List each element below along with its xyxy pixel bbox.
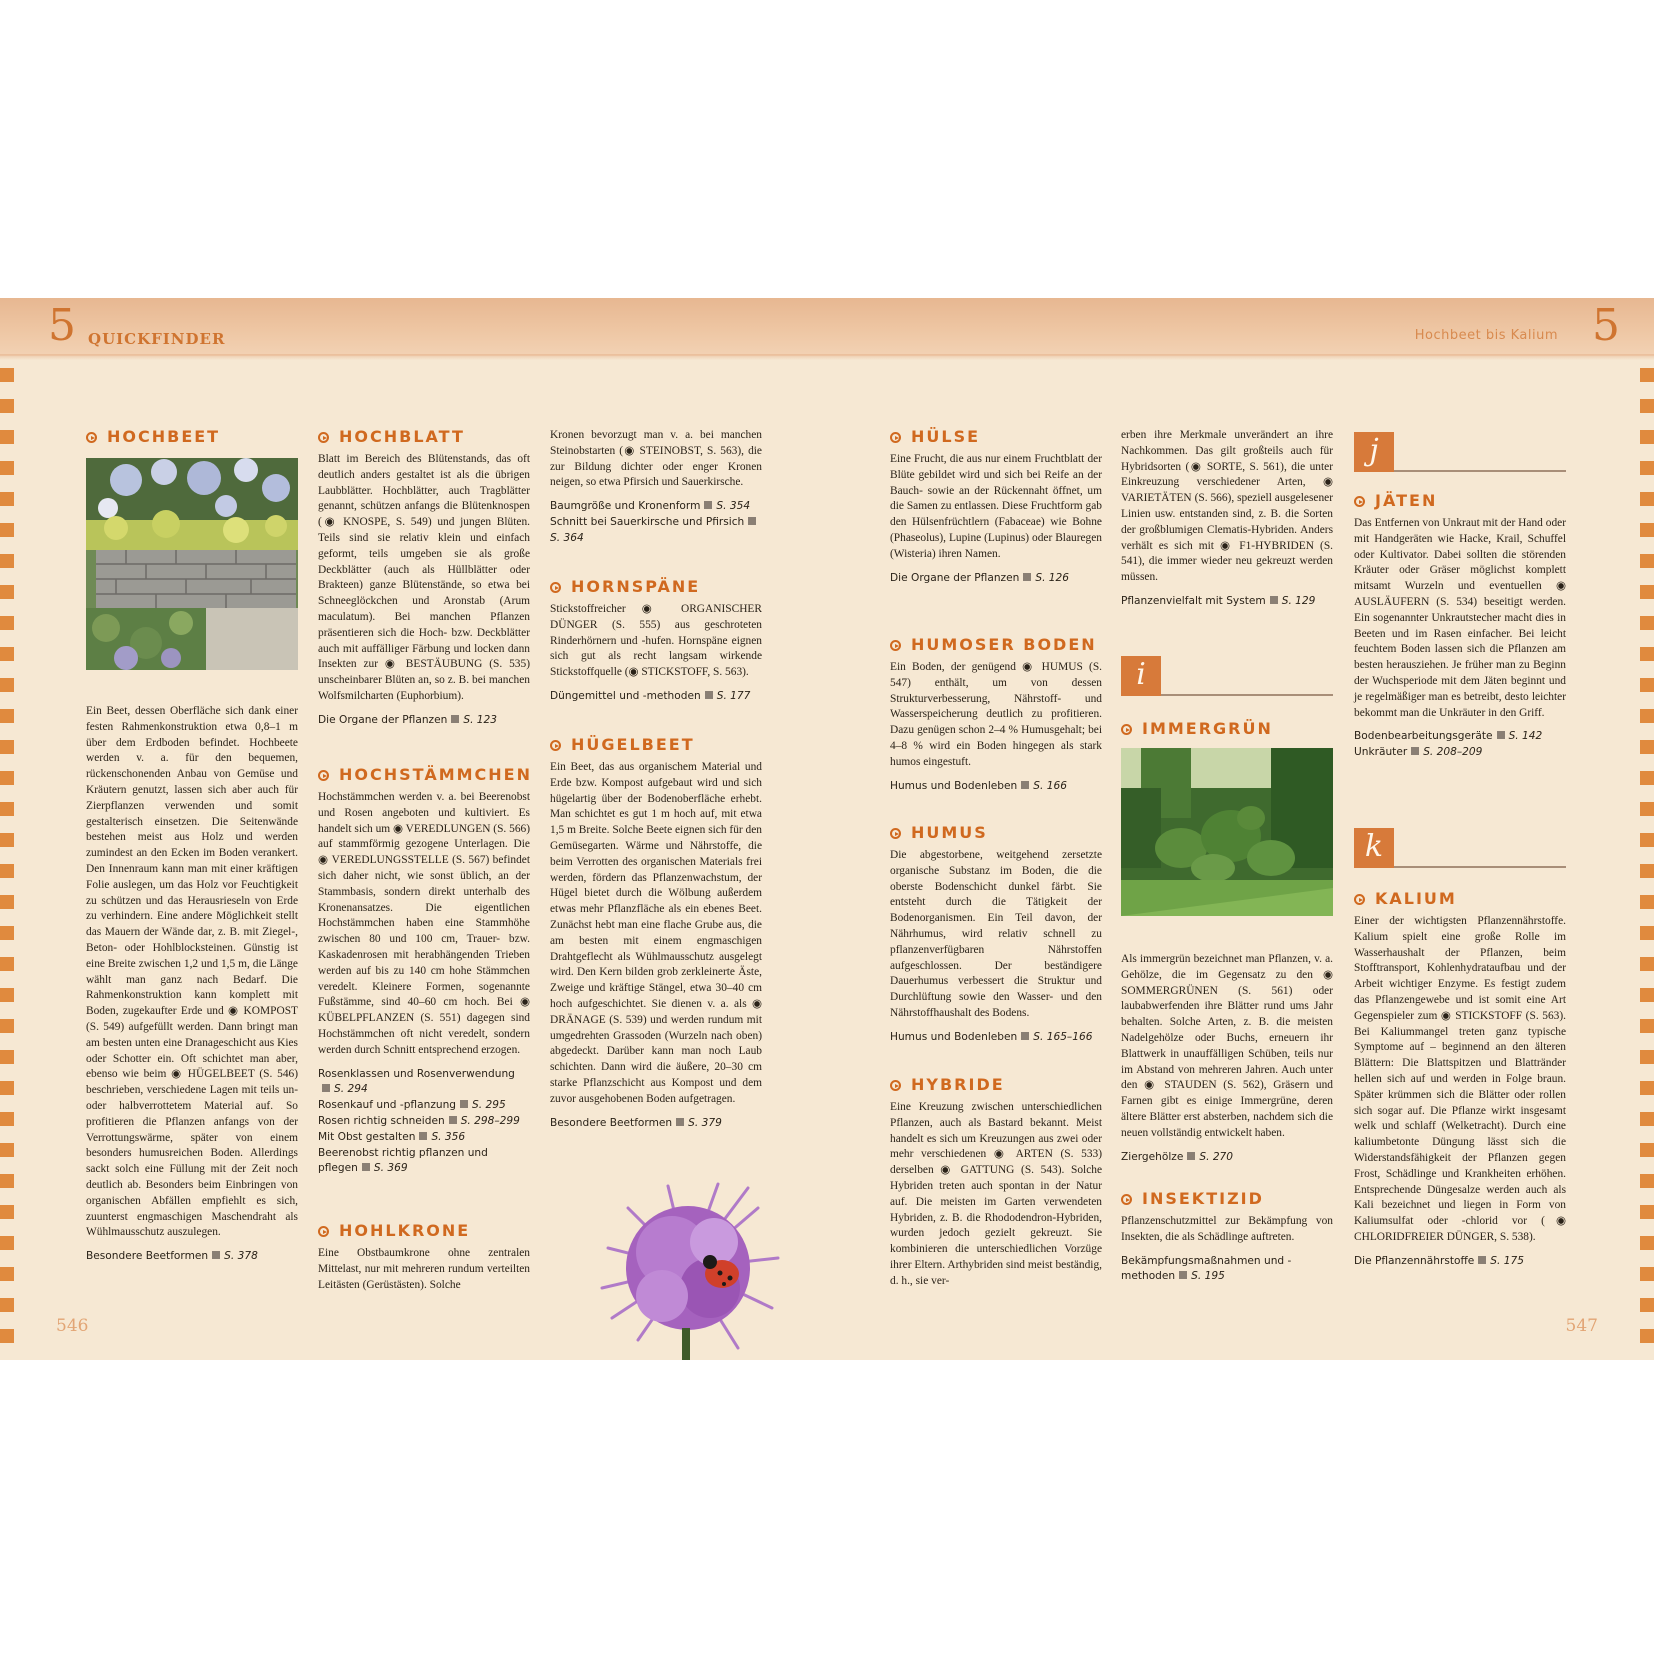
chapter-number-left: 5 [48,300,76,351]
reference-link[interactable]: Düngemittel und -methoden S. 177 [550,689,751,702]
entry-heading: HÜLSE [890,426,1102,448]
reference-link[interactable]: Besondere Beetformen S. 379 [550,1116,722,1129]
reference-link[interactable]: Schnitt bei Sauerkirsche und PfirsichS. 364 [550,515,762,547]
reference-link[interactable]: Bekämpfungsmaßnahmen und -methoden S. 195 [1121,1254,1292,1283]
page-number-left: 546 [56,1316,89,1336]
page-ref-icon [212,1251,220,1259]
cross-references [890,1030,1102,1046]
entry-jaeten [1354,490,1566,761]
entry-heading: HOCHBEET [86,426,298,448]
reference-link[interactable]: Humus und Bodenleben S. 166 [890,779,1067,792]
page-ref-icon [676,1118,684,1126]
page-ref-icon [1023,573,1031,581]
cross-references [86,1249,298,1265]
raised-bed-image [86,458,298,670]
page-ref-icon [1497,731,1505,739]
entry-hochblatt [318,426,530,729]
entry-heading: INSEKTIZID [1121,1188,1333,1210]
arrow-circle-icon [86,432,97,443]
entry-heading: HYBRIDE [890,1074,1102,1096]
entry-humoser-boden [890,634,1102,794]
entry-text: Als immergrün bezeichnet man Pflanzen, v. a. Gehölze, die im Gegensatz zu den ◉ SOMMERGRÜNEN (S. 561) oder laubabwerfenden ihre Blätter rund ums Jahr behalten. Solche Arten, z. B. die meisten Nadelgehölze oder Buchs, erneuern ihr Blattwerk in unauffälligen Schüben, teils nur im Abstand von mehreren Jahren. Auch unter den ◉ STAUDEN (S. 562), Gräsern und Farnen gibt es einige Immergrüne, deren ältere Blätter erst absterben, nachdem sich die neuen vollständig entwickelt haben. [1121,953,1333,1139]
reference-link[interactable]: Humus und Bodenleben S. 165–166 [890,1030,1093,1043]
entry-hohlkrone [318,1220,530,1293]
cross-references [1354,1254,1566,1270]
cross-references [890,779,1102,795]
cross-references [550,499,762,546]
arrow-circle-icon [890,1080,901,1091]
page-ref-icon [419,1132,427,1140]
entry-text: Die abgestorbene, weitgehend zersetzte organische Substanz im Boden, die die oberste Bodenschicht dunkel färbt. Sie entsteht durch die Tätigkeit der Bodenorganismen. Ein Teil davon, der Nährhumus, wird relativ schnell zu pflanzenverfügbaren Nährstoffen aufgeschlossen. Der beständigere Dauerhumus verbessert die Struktur und Durchlüftung sowie den Wasser- und den Nährstoffhaushalt des Bodens. [890,849,1102,1019]
arrow-circle-icon [318,1226,329,1237]
entry-heading: HOCHSTÄMMCHEN [318,764,530,786]
page-ref-icon [362,1163,370,1171]
letter-marker-j [1354,432,1566,472]
entry-insektizid [1121,1188,1333,1285]
arrow-circle-icon [1354,894,1365,905]
entry-heading: HÜGELBEET [550,734,762,756]
arrow-circle-icon [890,640,901,651]
entry-immergruen [1121,718,1333,1165]
entry-text: Stickstoffreicher ◉ ORGANISCHER DÜNGER (S. 555) aus geschroteten Rinderhörnern und -hufen. Hornspäne eignen sich gut als recht langsam wirkende Stickstoffquelle (◉ STICKSTOFF, S. 563). [550,603,762,679]
entry-text: Blatt im Bereich des Blütenstands, das oft deutlich anders gestaltet ist als die übrigen Laubblätter. Hochblätter, auch Tragblätter genannt, schützen anfangs die Blütenknospen (◉ KNOSPE, S. 549) und jungen Blüten. Teils sind sie relativ klein und einfach geformt, teils umgeben sie als große Deckblätter (auch als Hüllblätter oder Brakteen) ganze Blütenstände, so etwa bei Schneeglöckchen und Aronstab (Arum maculatum). Bei manchen Pflanzen präsentieren sich die Hoch- bzw. Deckblätter auch mit auffälliger Färbung und locken dann Insekten zur ◉ BESTÄUBUNG (S. 535) unscheinbarer Blüten an, so z. B. bei manchen Wolfsmilcharten (Euphorbium). [318,453,530,702]
chapter-subtitle: Hochbeet bis Kalium [1414,328,1558,343]
arrow-circle-icon [890,828,901,839]
entry-text: Ein Beet, das aus organischem Material und Erde bzw. Kompost aufgebaut wird und sich hügelartig über der Bodenoberfläche erhebt. Man schichtet es gut 1 m hoch auf, mit etwa 1,5 m Breite. Solche Beete eignen sich für den Gemüsegarten. Wärme und Nährstoffe, die beim Verrotten des organischen Materials frei werden, fördern das Pflanzenwachstum, der Hügel bietet durch die Wölbung außerdem etwas mehr Pflanzfläche als ein ebenes Beet. Zunächst hebt man eine flache Grube aus, die am besten mit einem engmaschigen Drahtgeflecht als Wühlmausschutz ausgelegt wird. Den Kern bilden grob zerkleinerte Äste, Zweige und kräftige Stängel, etwa 30–40 cm hoch aufgeschichtet. Sie dienen v. a. als ◉ DRÄNAGE (S. 539) und werden rundum mit umgedrehten Grassoden (Wurzeln nach oben) abgedeckt. Darüber kann man noch Laub schichten. Dann wird die äußere, 20–30 cm starke Pflanzschicht aus Kompost und dem zuvor ausgehobenen Boden aufgetragen. [550,761,762,1105]
entry-heading: HUMOSER BODEN [890,634,1102,656]
entry-text: Eine Obstbaumkrone ohne zentralen Mittelast, nur mit mehreren rundum verteilten Leitästen (Gerüstästen). Solche [318,1247,530,1291]
letter-rule [1161,694,1333,696]
entry-text: Das Entfernen von Unkraut mit der Hand oder mit Handgeräten wie Hacke, Krail, Schuffel oder Kultivator. Dabei sollten die störenden Kräuter oder Gräser möglichst komplett mitsamt Wurzeln und eventuellen ◉ AUSLÄUFERN (S. 534) beseitigt werden. Ein sogenannter Unkrautstecher macht dies in Beeten und im Rasen einfacher. Bei leicht feuchtem Boden lassen sich die Pflanzen am besten herausziehen. Je früher man zu Beginn der Wuchsperiode mit dem Jäten beginnt und je regelmäßiger man es betreibt, desto leichter bekommt man die Unkräuter in den Griff. [1354,517,1566,719]
entry-text: Ein Boden, der genügend ◉ HUMUS (S. 547) enthält, um von dessen Strukturverbesserung, Nährstoff- und Wasserspeicherung deutlich zu profitieren. Dazu genügen schon 2–4 % Humusgehalt; bei 4–8 % wird ein Boden hingegen als stark humos eingestuft. [890,661,1102,768]
raised-bed-photo [86,458,298,670]
page-ref-icon [704,501,712,509]
cross-references [318,1067,530,1178]
chapter-title: QUICKFINDER [88,330,226,348]
topiary-garden-photo [1121,748,1333,916]
entry-text: Pflanzenschutzmittel zur Bekämpfung von Insekten, die als Schädlinge auftreten. [1121,1215,1333,1243]
arrow-circle-icon [1121,724,1132,735]
page-ref-icon [1021,1032,1029,1040]
chapter-number-right: 5 [1592,300,1620,351]
cross-references [890,571,1102,587]
entry-text: Einer der wichtigsten Pflanzennährstoffe. Kalium spielt eine große Rolle im Wasserhaushalt der Pflanzen, beim Stofftransport, Kohlenhydrataufbau und der Arbeit wichtiger Enzyme. Es festigt zudem das Pflanzengewebe und ist somit eine Art Gegenspieler zum ◉ STICKSTOFF (S. 563). Bei Kaliummangel treten ganz typische Symptome auf – beginnend an den älteren Blättern: Die Blattspitzen und Blattränder hellen sich auf und werden in Folge braun. Später krümmen sich die Blätter oder rollen sich sogar auf. Die Pflanze wirkt insgesamt welk und schlaff (Welketracht). Durch eine kaliumbetonte Düngung lässt sich die Widerstandsfähigkeit der Pflanzen gegen Frost, Schädlinge und Krankheiten erhöhen. Entsprechende Düngesalze werden auch als Kali bezeichnet und liegen in Form von Kaliumsulfat oder -chlorid vor (◉ CHLORIDFREIER DÜNGER, S. 538). [1354,915,1566,1243]
chapter-header-band [0,298,1654,356]
reference-link[interactable]: Unkräuter S. 208–209 [1354,746,1483,759]
entry-heading: KALIUM [1354,888,1566,910]
entry-heading: HORNSPÄNE [550,576,762,598]
reference-link[interactable]: Mit Obst gestalten S. 356 [318,1130,466,1143]
entry-text: Eine Kreuzung zwischen unterschiedlichen Pflanzen, auch als Bastard bekannt. Meist handelt es sich um Kreuzungen aus zwei oder mehr verschiedenen ◉ ARTEN (S. 533) derselben ◉ GATTUNG (S. 543). Solche Hybriden treten auch spontan in der Natur auf. Die meisten im Garten verwendeten Hybriden, z. B. die Rhododendron-Hybriden, wurden jedoch gezielt gekreuzt. Sie kombinieren die unterschiedlichen Vorzüge ihrer Eltern. Arthybriden sind meist beständig, d. h., sie ver- [890,1101,1102,1287]
arrow-circle-icon [550,582,561,593]
entry-hybride [890,1074,1102,1290]
entry-text: Ein Beet, dessen Oberfläche sich dank einer festen Rahmenkonstruktion etwa 0,8–1 m über dem Erdboden befindet. Hochbeete werden v. a. für den bequemen, rückenschonenden Anbau von Gemüse und Kräutern genutzt, lassen sich aber auch für Zierpflanzen verwenden und somit gestalterisch einsetzen. Die Seitenwände bestehen meist aus Holz und werden zumindest an den Ecken im Boden verankert. Den Innenraum kann man mit einer kräftigen Folie auslegen, um das Holz vor Feuchtigkeit zu schützen und das Herausrieseln von Erde zu verhindern. Eine andere Möglichkeit stellt das Mauern der Wände dar, z. B. mit Ziegel-, Beton- oder Hohlblocksteinen. Günstig ist eine Breite zwischen 1,2 und 1,5 m, die Länge wählt man ganz nach Bedarf. Die Rahmenkonstruktion kann komplett mit Boden, zugekaufter Erde und ◉ KOMPOST (S. 549) aufgefüllt werden. Dann bringt man am besten unten eine Dranageschicht aus Kies oder Schotter ein. Oft schichtet man aber, ebenso wie beim ◉ HÜGELBEET (S. 546) beschrieben, verschiedene Lagen mit teils un- oder halbverrottetem Material auf. So profitieren die Pflanzen anfangs von der Verrottungswärme, später von einem besonders humusreichen Boden. Allerdings sackt solch eine Füllung mit der Zeit noch deutlich ab. Besonders beim Einbringen von organischen Abfällen empfiehlt es sich, zuunterst engmaschigen Maschendraht als Wühlmausschutz auszulegen. [86,705,298,1239]
topiary-garden-image [1121,748,1333,916]
flower-with-ladybug-image [588,1178,786,1360]
arrow-circle-icon [318,432,329,443]
reference-link[interactable]: Pflanzenvielfalt mit System S. 129 [1121,594,1316,607]
page-ref-icon [1021,781,1029,789]
entry-kalium [1354,888,1566,1270]
entry-huelse [890,426,1102,586]
cross-references [1121,594,1333,610]
cross-references [1121,1254,1333,1286]
entry-hybride-continued [1121,428,1333,610]
arrow-circle-icon [890,432,901,443]
page-ref-icon [1411,747,1419,755]
entry-heading: JÄTEN [1354,490,1566,512]
entry-huegelbeet [550,734,762,1131]
reference-link[interactable]: Ziergehölze S. 270 [1121,1150,1234,1163]
page-ref-icon [1270,596,1278,604]
reference-link[interactable]: Rosenkauf und -pflanzung S. 295 [318,1099,506,1112]
thumb-index-left [0,368,14,1358]
thumb-index-right [1640,368,1654,1358]
page-number-right: 547 [1565,1316,1598,1336]
reference-link[interactable]: Bodenbearbeitungsgeräte S. 142 [1354,730,1543,743]
page-ref-icon [748,517,756,525]
entry-text: Kronen bevorzugt man v. a. bei manchen Steinobstarten (◉ STEINOBST, S. 563), die zur Bildung dichter oder enger Kronen neigen, so etwa Pfirsich und Sauerkirsche. [550,429,762,489]
reference-link[interactable]: Rosenklassen und RosenverwendungS. 294 [318,1067,515,1096]
reference-link[interactable]: Die Organe der Pflanzen S. 126 [890,571,1070,584]
book-spread [0,298,1654,1360]
page-ref-icon [449,1116,457,1124]
letter-rule [1394,470,1566,472]
cross-references [550,1116,762,1132]
cross-references [1354,729,1566,761]
reference-link[interactable]: Die Organe der Pflanzen S. 123 [318,713,498,726]
letter-rule [1394,866,1566,868]
reference-link[interactable]: Beerenobst richtig pflanzen und pflegen S. 369 [318,1146,488,1175]
letter-square: i [1121,656,1161,696]
entry-heading: HOCHBLATT [318,426,530,448]
page-ref-icon [1179,1271,1187,1279]
entry-text: Hochstämmchen werden v. a. bei Beerenobst und Rosen angeboten und kultiviert. Es handelt sich um ◉ VEREDLUNGEN (S. 566) auf stammförmig gezogene Unterlagen. Die ◉ VEREDLUNGSSTELLE (S. 567) befindet sich daher nicht, wie sonst üblich, an der Stammbasis, sondern direkt unterhalb des Kronenansatzes. Die eigentlichen Hochstämmchen haben eine Stammhöhe zwischen 80 und 100 cm, Trauer- bzw. Kaskadenrosen mit herabhängenden Trieben werden auf bis zu 140 cm hohe Stämmchen veredelt. Kleinere Formen, sogenannte Fußstämme, sind 40–60 cm hoch. Bei ◉ KÜBELPFLANZEN (S. 551) dagegen sind Hochstämmchen oft nicht veredelt, sondern werden durch Schnitt entsprechend erzogen. [318,791,530,1056]
reference-link[interactable]: Rosen richtig schneiden S. 298–299 [318,1114,520,1127]
arrow-circle-icon [1121,1194,1132,1205]
entry-heading: IMMERGRÜN [1121,718,1333,740]
cross-references [318,713,530,729]
flower-ladybug-photo [588,1178,786,1360]
entry-heading: HOHLKRONE [318,1220,530,1242]
entry-hornspaene [550,576,762,705]
entry-heading: HUMUS [890,822,1102,844]
page-ref-icon [705,691,713,699]
cross-references [550,689,762,705]
entry-text: Eine Frucht, die aus nur einem Fruchtblatt der Blüte gebildet wird und sich bei Reife an der Bauch- sowie an der Rückennaht öffnet, um die Samen zu entlassen. Diese Fruchtform gab den Hülsenfrüchtlern (Fabaceae) wie Bohne (Phaseolus), Lupine (Lupinus) oder Blauregen (Wisteria) ihren Namen. [890,453,1102,560]
letter-marker-i [1121,656,1333,696]
letter-square: k [1354,828,1394,868]
entry-humus [890,822,1102,1046]
entry-hochbeet [86,426,298,1265]
letter-marker-k [1354,828,1566,868]
reference-link[interactable]: Baumgröße und Kronenform S. 354 [550,500,751,513]
page-ref-icon [1187,1152,1195,1160]
entry-hochstaemmchen [318,764,530,1177]
arrow-circle-icon [318,770,329,781]
reference-link[interactable]: Die Pflanzennährstoffe S. 175 [1354,1254,1524,1267]
letter-square: j [1354,432,1394,472]
arrow-circle-icon [550,740,561,751]
page-ref-icon [460,1100,468,1108]
reference-link[interactable]: Besondere Beetformen S. 378 [86,1250,258,1263]
arrow-circle-icon [1354,496,1365,507]
cross-references [1121,1150,1333,1166]
entry-hohlkrone-continued [550,428,762,547]
entry-text: erben ihre Merkmale unverändert an ihre Nachkommen. Das gilt großteils auch für Hybridsorten (◉ SORTE, S. 561), die unter Einkreuzung verschiedener Arten, ◉ VARIETÄTEN (S. 566), speziell ausgelesener Linien usw. entstanden sind, z. B. die Sorten der großblumigen Clematis-Hybriden. Anders verhält es sich mit ◉ F1-HYBRIDEN (S. 541), die immer wieder neu gekreuzt werden müssen. [1121,429,1333,584]
page-ref-icon [1478,1256,1486,1264]
page-ref-icon [322,1084,330,1092]
page-ref-icon [451,715,459,723]
